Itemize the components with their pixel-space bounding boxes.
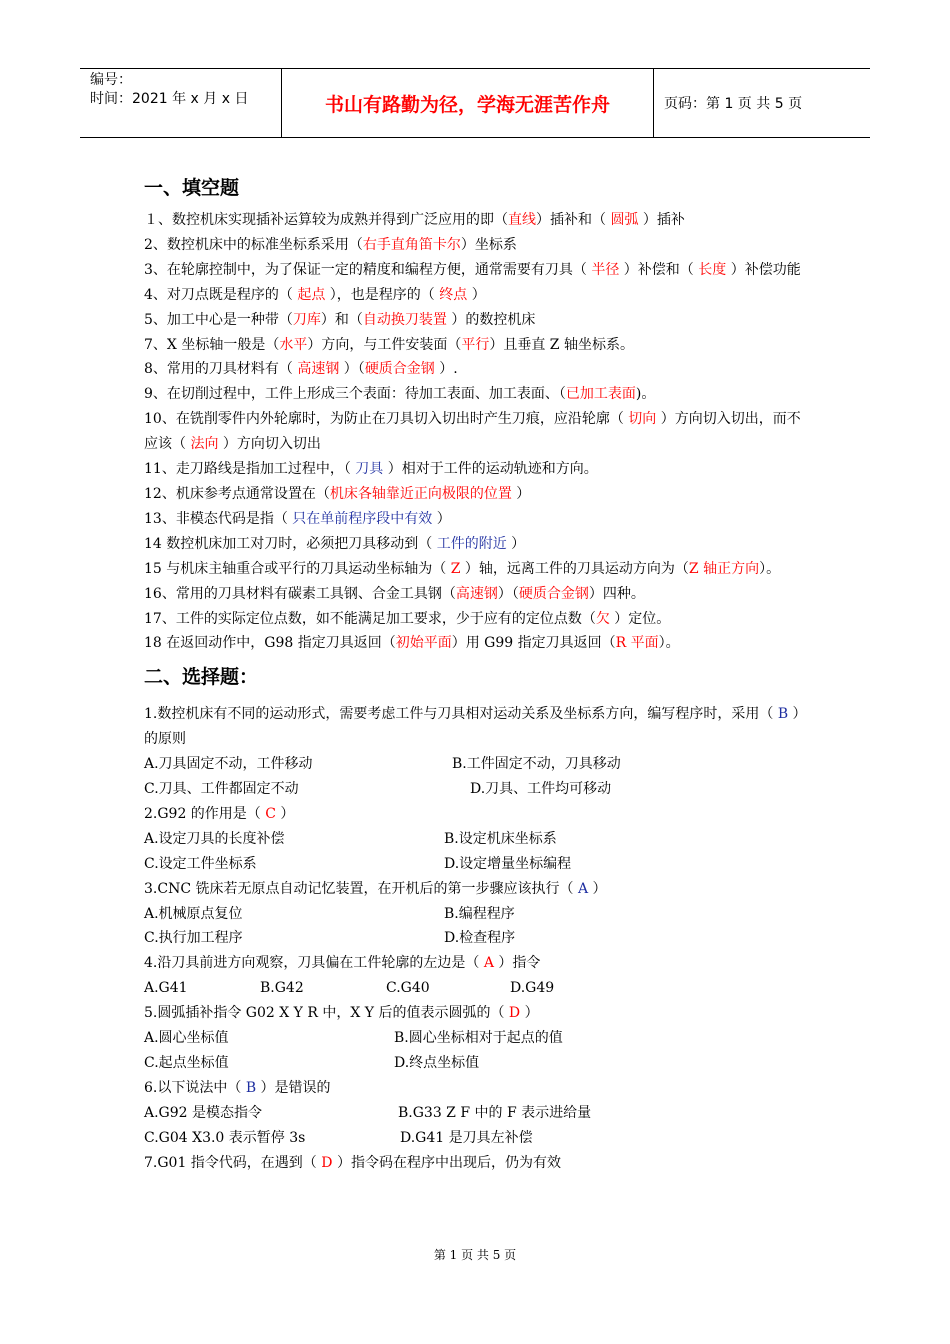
question-text: ） [467, 286, 486, 303]
section-title-fill-blank: 一、填空题 [144, 177, 240, 199]
option-row [144, 1051, 814, 1076]
option-row [144, 926, 814, 951]
option-text: A.G92 是模态指令 [144, 1104, 263, 1121]
header-page-label: 页码：第 1 页 共 5 页 [664, 96, 803, 112]
answer-text: 半径 [591, 261, 620, 278]
question-text: ），也是程序的（ [325, 286, 440, 303]
question-text: 5.圆弧插补指令 G02 X Y R 中，X Y 后的值表示圆弧的（ [144, 1005, 509, 1022]
question-text: ）插补和（ [536, 212, 611, 228]
option-row [144, 902, 814, 927]
option-row [144, 852, 814, 877]
option-text: A.圆心坐标值 [144, 1030, 229, 1047]
answer-text: 起点 [297, 286, 326, 303]
answer-text: 机床各轴靠近正向极限的位置 [329, 485, 512, 502]
answer-text: D [508, 1005, 521, 1022]
question-line [144, 333, 814, 358]
choice-list [144, 702, 814, 1175]
question-text: 4.沿刀具前进方向观察，刀具偏在工件轮廓的左边是（ [144, 955, 484, 972]
option-text: B.工件固定不动，刀具移动 [452, 756, 621, 773]
question-line [144, 382, 814, 407]
option-text: C.起点坐标值 [144, 1055, 229, 1071]
question-text: 2、数控机床中的标准坐标系采用（ [144, 236, 363, 253]
question-text: ）指令码在程序中出现后，仍为有效 [332, 1154, 561, 1171]
question-text: 4、对刀点既是程序的（ [144, 286, 298, 303]
option-text: C.G04 X3.0 表示暂停 3s [144, 1129, 306, 1146]
option-text: B.G33 Z F 中的 F 表示进给量 [398, 1104, 592, 1121]
answer-text: 工件的附近 [436, 535, 507, 552]
option-row [144, 777, 814, 802]
question-text: 3.CNC 铣床若无原点自动记忆装置，在开机后的第一步骤应该执行（ [144, 880, 578, 897]
question-text: ）补偿功能 [726, 261, 801, 278]
question-line [144, 951, 814, 976]
question-text: ）定位。 [609, 610, 671, 627]
question-line [144, 607, 814, 632]
option-text: D.刀具、工件均可移动 [470, 781, 612, 798]
question-text: ）补偿和（ [619, 261, 699, 278]
question-text: ）用 G99 指定刀具返回（ [451, 635, 616, 652]
option-text: D.G49 [510, 980, 555, 997]
option-text: A.设定刀具的长度补偿 [144, 830, 285, 847]
option-row [144, 827, 814, 852]
option-text: D.G41 是刀具左补偿 [400, 1129, 533, 1146]
option-text: B.圆心坐标相对于起点的值 [394, 1030, 563, 1047]
option-text: A.机械原点复位 [144, 905, 243, 922]
question-line [144, 1151, 814, 1176]
answer-text: 刀具 [355, 461, 384, 478]
question-line [144, 1076, 814, 1101]
question-text: ）. [434, 361, 458, 378]
option-row [144, 1101, 814, 1126]
question-line [144, 233, 814, 258]
question-text: 18 在返回动作中，G98 指定刀具返回（ [144, 635, 396, 652]
option-text: D.终点坐标值 [394, 1055, 480, 1071]
question-line [144, 702, 814, 752]
question-line [144, 557, 814, 582]
question-text: ）的原则 [144, 706, 807, 748]
question-text: ）四种。 [588, 585, 645, 602]
answer-text: B [777, 706, 789, 723]
question-line [144, 802, 814, 827]
question-line [144, 283, 814, 308]
question-text: 6.以下说法中（ [144, 1079, 246, 1096]
answer-text: 平行 [461, 336, 490, 353]
question-text: ） [432, 510, 451, 527]
option-text: A.刀具固定不动，工件移动 [144, 756, 313, 773]
option-row [144, 976, 814, 1001]
answer-text: Z 轴正方向 [688, 560, 760, 577]
page-header [80, 68, 870, 138]
question-text: ）指令 [493, 955, 541, 972]
question-line [144, 208, 814, 233]
question-text: ）是错误的 [256, 1079, 331, 1096]
option-text: A.G41 [144, 980, 188, 997]
option-text: B.编程程序 [444, 905, 515, 922]
answer-text: 硬质合金钢 [518, 585, 589, 602]
question-text: ）（ [497, 585, 519, 602]
question-line [144, 507, 814, 532]
answer-text: 水平 [279, 336, 308, 353]
question-line [144, 877, 814, 902]
question-text: 12、机床参考点通常设置在（ [144, 485, 330, 502]
answer-text: Z [450, 560, 461, 577]
answer-text: 法向 [190, 436, 219, 453]
question-text: ） [511, 485, 531, 502]
question-text: ）方向切入切出 [218, 436, 321, 453]
answer-text: 欠 [595, 610, 610, 627]
question-text: ）相对于工件的运动轨迹和方向。 [383, 461, 598, 478]
question-line [144, 258, 814, 283]
question-text: 15 与机床主轴重合或平行的刀具运动坐标轴为（ [144, 560, 451, 577]
question-text: 14 数控机床加工对刀时，必须把刀具移动到（ [144, 535, 437, 552]
option-text: C.刀具、工件都固定不动 [144, 781, 299, 798]
answer-text: C [265, 805, 276, 822]
question-text: ） [588, 880, 607, 897]
question-text: ）和（ [320, 311, 363, 328]
answer-text: 直线 [508, 212, 536, 228]
question-line [144, 1001, 814, 1026]
option-row [144, 1026, 814, 1051]
answer-text: 只在单前程序段中有效 [292, 510, 433, 527]
question-text: ） [275, 805, 295, 822]
number-label: 编号： [90, 72, 132, 88]
answer-text: 已加工表面 [565, 386, 636, 403]
time-label: 时间：2021 年 x 月 x 日 [90, 91, 249, 107]
answer-text: 右手直角笛卡尔 [362, 236, 461, 253]
question-text: ）。 [658, 635, 680, 652]
question-line [144, 631, 814, 656]
answer-text: B [245, 1079, 257, 1096]
question-text: ） [520, 1005, 539, 1022]
question-text: 2.G92 的作用是（ [144, 805, 266, 822]
question-line [144, 357, 814, 382]
question-text: ）的数控机床 [446, 311, 536, 328]
answer-text: 切向 [628, 411, 657, 428]
answer-text: 长度 [698, 261, 727, 278]
question-text: ） [506, 535, 526, 552]
question-text: ）且垂直 Z 轴坐标系。 [489, 336, 634, 353]
answer-text: 刀库 [292, 311, 321, 328]
question-text: ）轴，远离工件的刀具运动方向为（ [460, 560, 689, 577]
question-line [144, 532, 814, 557]
question-text: 10、在铣削零件内外轮廓时，为防止在刀具切入切出时产生刀痕，应沿轮廓（ [144, 411, 629, 428]
question-text: ）（ [339, 361, 365, 378]
header-info [80, 69, 282, 137]
option-text: C.设定工件坐标系 [144, 855, 257, 872]
question-line [144, 582, 814, 607]
option-text: C.执行加工程序 [144, 930, 243, 947]
answer-text: 圆弧 [610, 212, 639, 228]
question-text: 11、走刀路线是指加工过程中，（ [144, 461, 356, 478]
question-text: 5、加工中心是一种带（ [144, 311, 293, 328]
option-row [144, 752, 814, 777]
question-text: 7.G01 指令代码，在遇到（ [144, 1154, 322, 1171]
question-text: ）方向切入切出，而不应该（ [144, 411, 801, 453]
answer-text: 高速钢 [297, 361, 340, 378]
question-text: ）。 [759, 560, 781, 577]
question-line [144, 457, 814, 482]
question-text: )。 [635, 386, 656, 403]
question-text: 16、常用的刀具材料有碳素工具钢、合金工具钢（ [144, 585, 456, 602]
question-text: 3、在轮廓控制中，为了保证一定的精度和编程方便，通常需要有刀具（ [144, 261, 592, 278]
question-text: 1.数控机床有不同的运动形式，需要考虑工件与刀具相对运动关系及坐标系方向，编写程序时，采用（ [144, 706, 778, 723]
answer-text: 初始平面 [395, 635, 452, 652]
option-text: D.检查程序 [444, 930, 516, 947]
option-text: C.G40 [386, 980, 430, 997]
question-text: １、数控机床实现插补运算较为成熟并得到广泛应用的即（ [144, 212, 508, 228]
question-text: 17、工件的实际定位点数，如不能满足加工要求，少于应有的定位点数（ [144, 610, 596, 627]
option-text: B.设定机床坐标系 [444, 830, 557, 847]
question-line [144, 482, 814, 507]
header-motto: 书山有路勤为径，学海无涯苦作舟 [282, 69, 654, 137]
option-text: D.设定增量坐标编程 [444, 855, 572, 872]
answer-text: A [483, 955, 494, 972]
question-line [144, 308, 814, 333]
question-line [144, 407, 814, 457]
question-text: 9、在切削过程中，工件上形成三个表面：待加工表面、加工表面、（ [144, 386, 566, 403]
question-text: 13、非模态代码是指（ [144, 510, 293, 527]
answer-text: R 平面 [615, 635, 659, 652]
section-title-choice: 二、选择题： [144, 666, 259, 689]
option-row [144, 1126, 814, 1151]
answer-text: 终点 [439, 286, 468, 303]
answer-text: A [577, 880, 589, 897]
question-text: 7、X 坐标轴一般是（ [144, 336, 280, 353]
option-text: B.G42 [260, 980, 304, 997]
question-text: ）坐标系 [460, 236, 517, 253]
question-text: ）方向，与工件安装面（ [307, 336, 462, 353]
answer-text: 自动换刀装置 [362, 311, 447, 328]
answer-text: 硬质合金钢 [364, 361, 435, 378]
answer-text: 高速钢 [455, 585, 498, 602]
question-text: 8、常用的刀具材料有（ [144, 361, 298, 378]
fill-blank-list [144, 208, 814, 656]
page-footer: 第 1 页 共 5 页 [433, 1248, 517, 1262]
question-text: ）插补 [638, 212, 685, 228]
document-body [144, 170, 814, 1176]
answer-text: D [321, 1154, 333, 1171]
